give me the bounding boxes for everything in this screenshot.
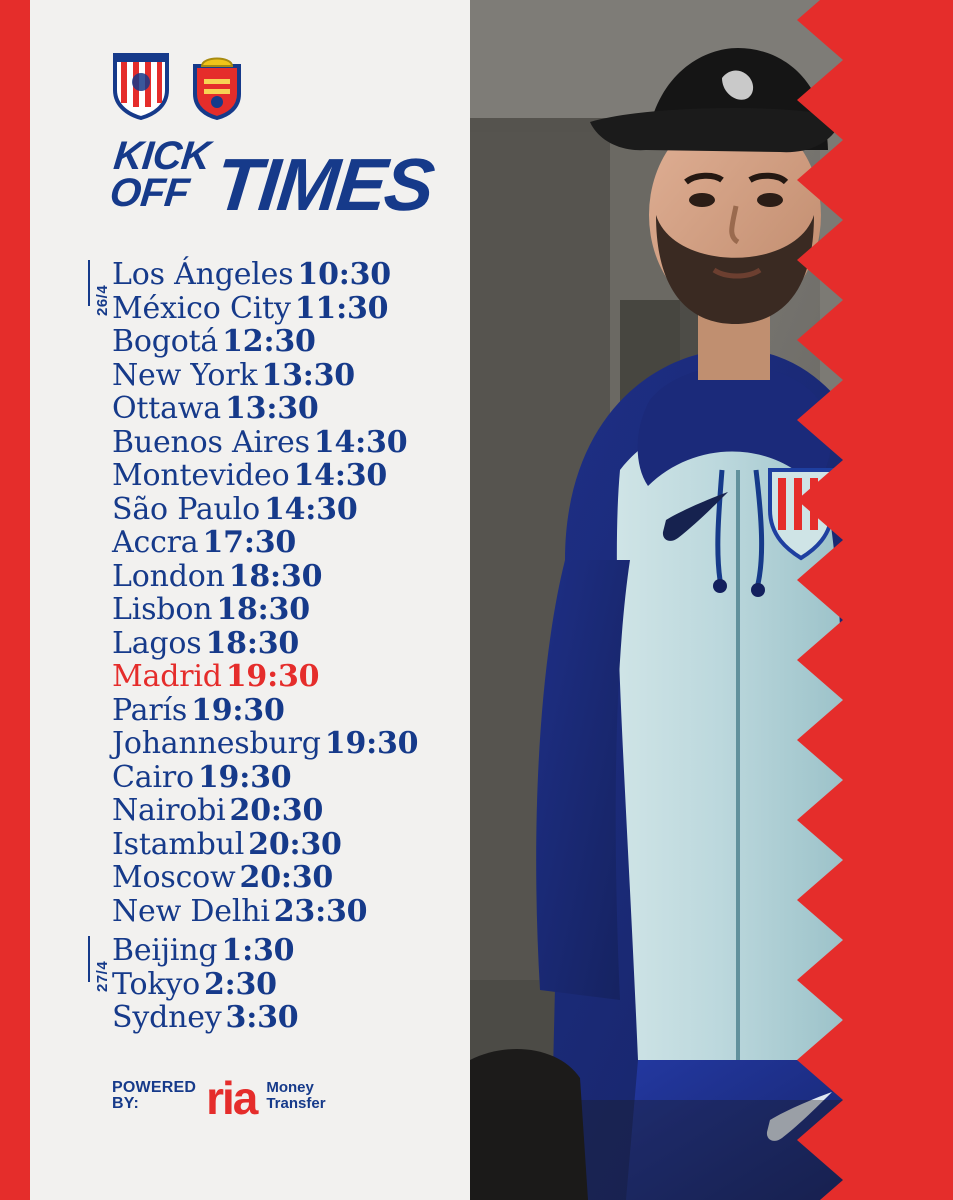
date-tick-1 — [88, 260, 90, 306]
schedule-time: 23:30 — [273, 893, 368, 929]
right-zigzag-teeth — [783, 0, 843, 1200]
title-line1: KICK — [111, 134, 213, 178]
schedule-city: New York — [112, 357, 258, 393]
atletico-madrid-crest — [112, 52, 170, 120]
schedule-time: 19:30 — [197, 759, 292, 795]
schedule-city: Johannesburg — [112, 726, 321, 761]
ria-logo: ria — [206, 1072, 257, 1124]
schedule-city: Istambul — [112, 826, 245, 862]
title-times: TIMES — [211, 142, 437, 226]
sponsor-block — [112, 1072, 326, 1124]
schedule-time: 19:30 — [324, 726, 419, 761]
schedule-time: 17:30 — [202, 525, 297, 560]
schedule-row — [112, 593, 472, 627]
schedule-row — [112, 526, 472, 560]
schedule-row — [112, 359, 472, 393]
schedule-time: 10:30 — [297, 257, 391, 292]
schedule-city: Ottawa — [112, 391, 221, 426]
schedule-city: New Delhi — [112, 893, 270, 929]
schedule-row — [112, 694, 472, 728]
schedule-city: México City — [112, 290, 291, 326]
info-card — [30, 0, 470, 1200]
schedule-list-day1 — [112, 258, 472, 928]
schedule-row — [112, 828, 472, 862]
schedule-row — [112, 426, 472, 460]
title-line2: OFF — [107, 170, 191, 215]
schedule-row — [112, 895, 472, 929]
page-title — [107, 134, 437, 226]
date-tick-2 — [88, 936, 90, 982]
schedule-row — [112, 934, 472, 968]
schedule-row — [112, 459, 472, 493]
schedule-city: Bogotá — [112, 324, 219, 359]
schedule-time: 18:30 — [216, 592, 310, 627]
crest-row — [112, 52, 246, 120]
schedule-city: París — [112, 692, 188, 728]
powered-by-line1: POWERED — [112, 1078, 197, 1096]
schedule-time: 20:30 — [239, 860, 334, 895]
schedule-time: 14:30 — [313, 424, 408, 460]
ria-logo-subtitle — [266, 1080, 325, 1112]
schedule-city: Los Ángeles — [112, 257, 294, 292]
schedule-row — [112, 968, 472, 1002]
schedule-row — [112, 292, 472, 326]
schedule-time: 13:30 — [224, 391, 319, 426]
schedule-city: Montevideo — [112, 458, 290, 493]
powered-by-line2: BY: — [112, 1095, 139, 1113]
schedule-row — [112, 727, 472, 761]
ria-sub-line2: Transfer — [266, 1095, 326, 1113]
schedule-time: 12:30 — [222, 324, 316, 359]
schedule-time: 14:30 — [293, 458, 388, 493]
schedule-city: Accra — [112, 525, 199, 560]
rcd-mallorca-crest — [188, 52, 246, 120]
schedule-city: Lisbon — [112, 592, 213, 627]
schedule-time: 11:30 — [294, 290, 389, 326]
schedule-time: 19:30 — [225, 659, 320, 694]
schedule-row — [112, 627, 472, 661]
schedule-row — [112, 761, 472, 795]
schedule-city: Cairo — [112, 759, 194, 795]
right-red-band — [843, 0, 953, 1200]
schedule-time: 3:30 — [225, 1000, 299, 1035]
schedule-row — [112, 258, 472, 292]
date-label-day2: 27/4 — [94, 960, 111, 992]
schedule-city: Madrid — [112, 659, 222, 694]
schedule-row — [112, 392, 472, 426]
schedule-time: 19:30 — [191, 692, 285, 728]
schedule-time: 2:30 — [203, 966, 277, 1002]
schedule-row — [112, 1001, 472, 1035]
schedule-city: London — [112, 558, 225, 594]
schedule-city: Nairobi — [112, 793, 226, 828]
schedule-city: São Paulo — [112, 491, 260, 527]
powered-by-label — [112, 1080, 196, 1114]
schedule-time: 20:30 — [248, 826, 342, 862]
schedule-time: 13:30 — [261, 357, 355, 393]
schedule-row — [112, 493, 472, 527]
schedule-city: Buenos Aires — [112, 424, 310, 460]
schedule-time: 14:30 — [263, 491, 358, 527]
schedule-city: Beijing — [112, 933, 218, 968]
date-label-day1: 26/4 — [94, 284, 111, 316]
schedule-time: 1:30 — [221, 933, 295, 968]
schedule-city: Moscow — [112, 860, 236, 895]
schedule-time: 20:30 — [229, 793, 324, 828]
schedule-row — [112, 861, 472, 895]
schedule-city: Lagos — [112, 625, 202, 661]
schedule-row — [112, 560, 472, 594]
schedule-row — [112, 325, 472, 359]
schedule-city: Tokyo — [112, 966, 200, 1002]
schedule-row — [112, 660, 472, 694]
schedule-time: 18:30 — [205, 625, 300, 661]
schedule-time: 18:30 — [228, 558, 323, 594]
schedule-row — [112, 794, 472, 828]
ria-sub-line1: Money — [266, 1079, 314, 1097]
schedule-list-day2 — [112, 934, 472, 1035]
title-kickoff — [107, 134, 213, 215]
schedule-city: Sydney — [112, 1000, 222, 1035]
